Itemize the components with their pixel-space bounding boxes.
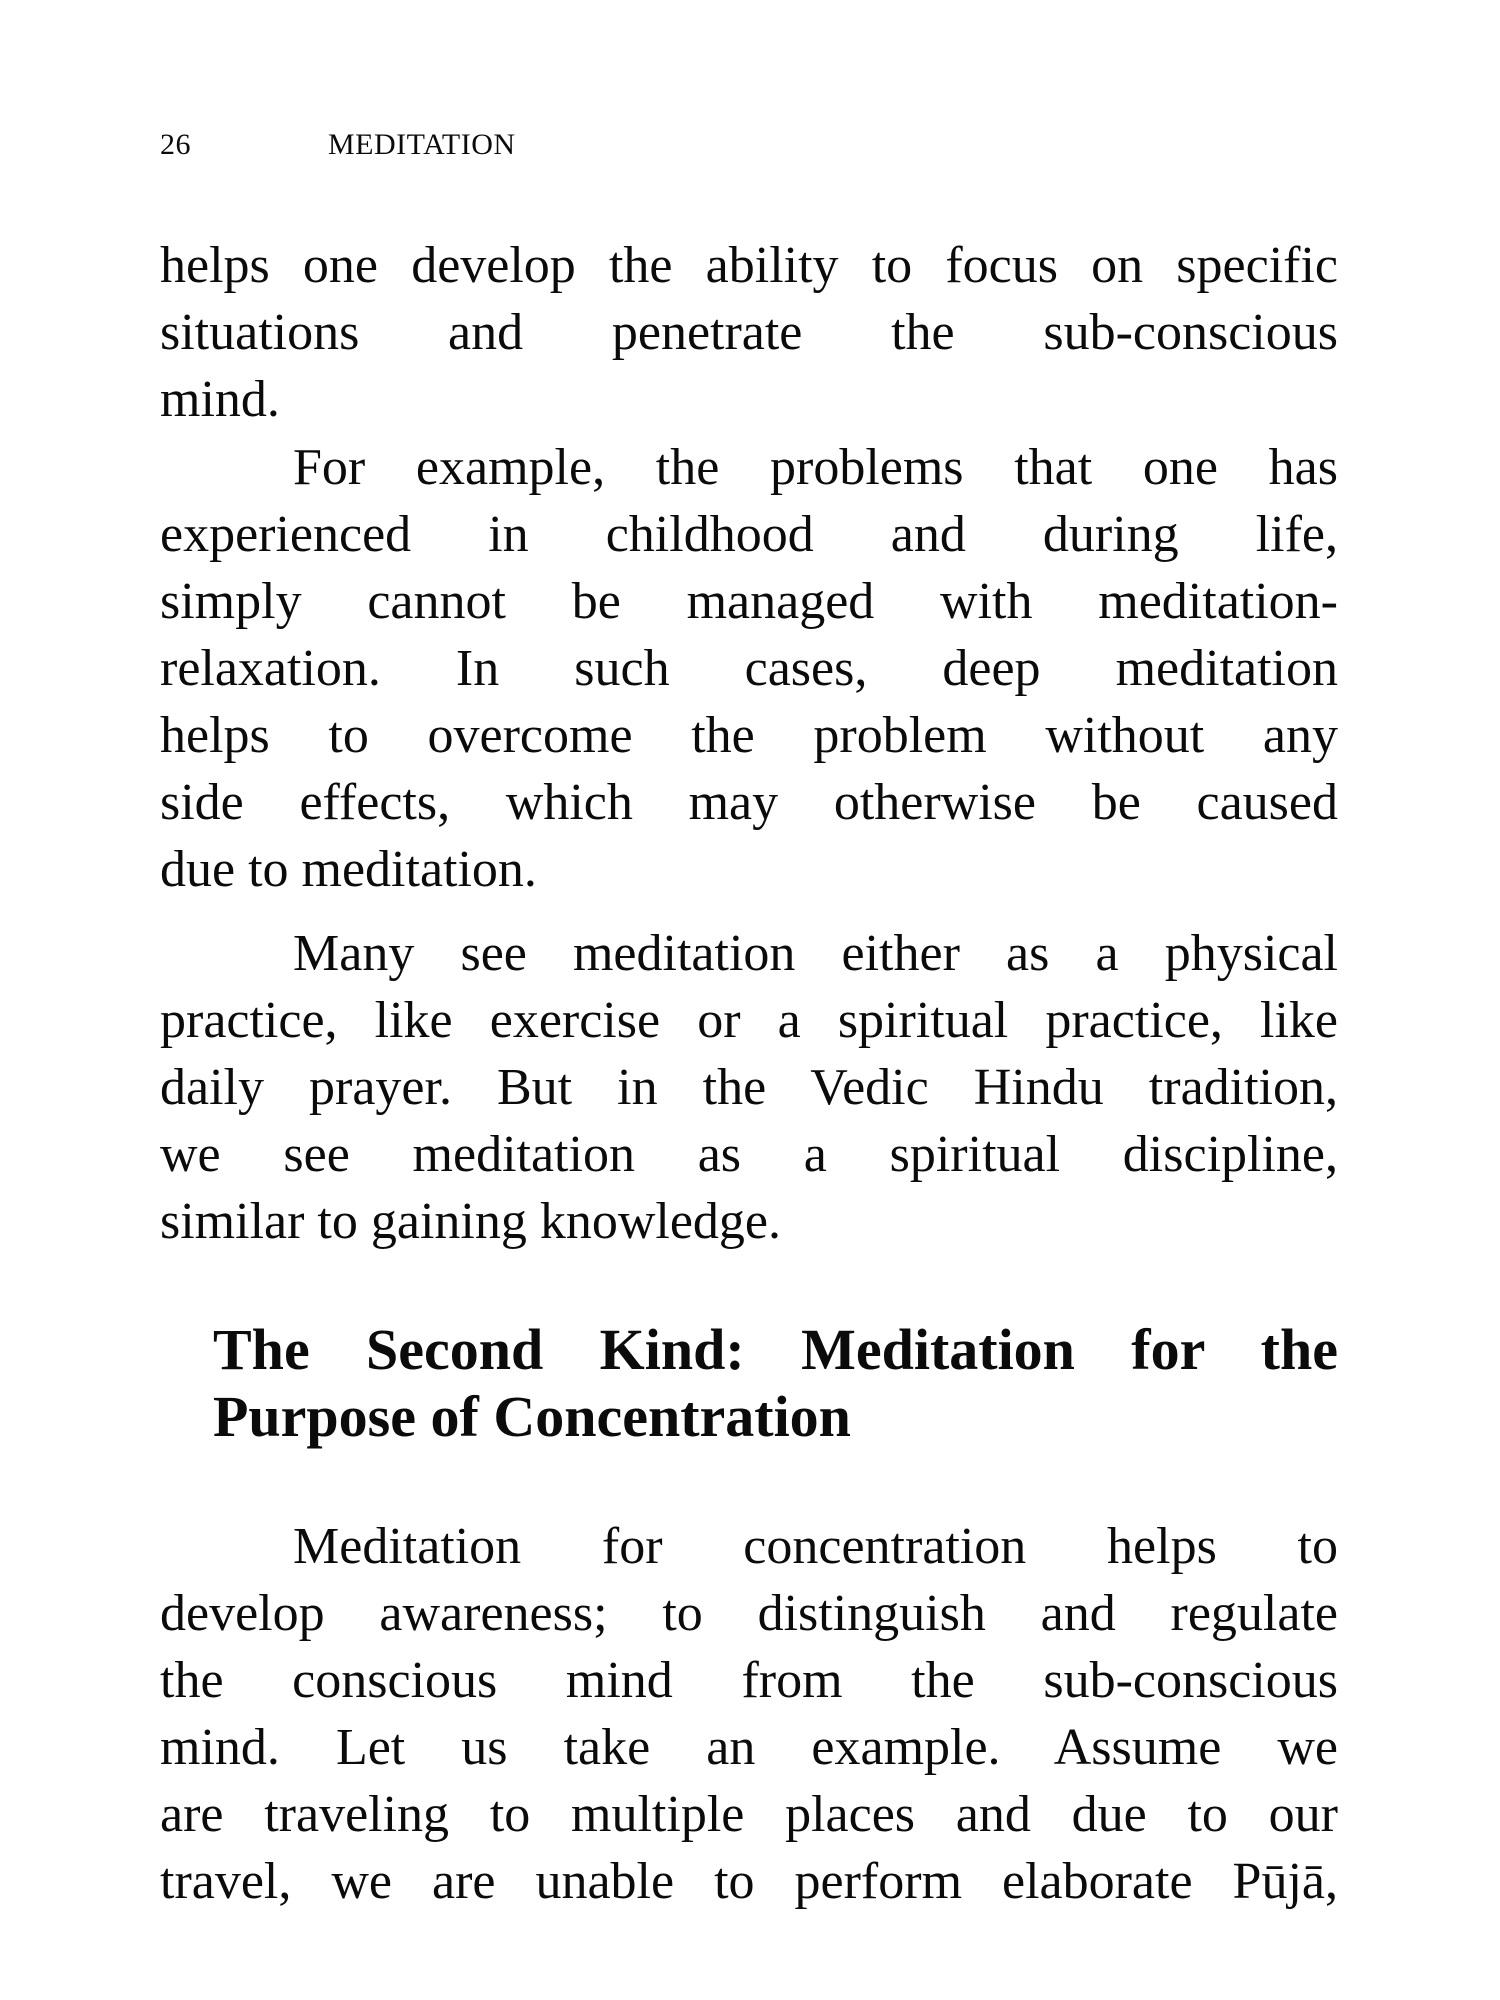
text-line: mind. <box>160 371 280 428</box>
heading-line: The Second Kind: Meditation for the <box>213 1317 1338 1382</box>
text-line: mind. Let us take an example. Assume we <box>160 1719 1338 1776</box>
paragraph-3 <box>160 920 1338 1255</box>
text-line: daily prayer. But in the Vedic Hindu tradition, <box>160 1059 1338 1116</box>
text-line: situations and penetrate the sub-conscious <box>160 304 1338 361</box>
text-line: helps to overcome the problem without any <box>160 707 1338 764</box>
paragraph-4 <box>160 1513 1338 1915</box>
section-heading <box>213 1314 1338 1448</box>
heading-line: Purpose of Concentration <box>213 1384 851 1449</box>
text-line: side effects, which may otherwise be caused <box>160 774 1338 831</box>
text-line: relaxation. In such cases, deep meditation <box>160 640 1338 697</box>
text-line: experienced in childhood and during life, <box>160 506 1338 563</box>
text-line: Meditation for concentration helps to <box>293 1518 1338 1575</box>
text-line: similar to gaining knowledge. <box>160 1193 782 1250</box>
paragraph-2 <box>160 434 1338 903</box>
text-line: simply cannot be managed with meditation- <box>160 573 1338 630</box>
text-line: practice, like exercise or a spiritual practice, like <box>160 992 1338 1049</box>
text-line: due to meditation. <box>160 841 537 898</box>
text-line: develop awareness; to distinguish and regulate <box>160 1585 1338 1642</box>
paragraph-1 <box>160 232 1338 433</box>
text-line: Many see meditation either as a physical <box>293 925 1338 982</box>
running-header <box>160 128 516 162</box>
text-line: For example, the problems that one has <box>293 439 1338 496</box>
text-line: helps one develop the ability to focus on specific <box>160 237 1338 294</box>
text-line: the conscious mind from the sub-conscious <box>160 1652 1338 1709</box>
running-title: MEDITATION <box>328 128 516 161</box>
page-number: 26 <box>160 128 191 161</box>
text-line: are traveling to multiple places and due to our <box>160 1786 1338 1843</box>
text-line: travel, we are unable to perform elaborate Pūjā, <box>160 1853 1338 1910</box>
text-line: we see meditation as a spiritual discipline, <box>160 1126 1338 1183</box>
